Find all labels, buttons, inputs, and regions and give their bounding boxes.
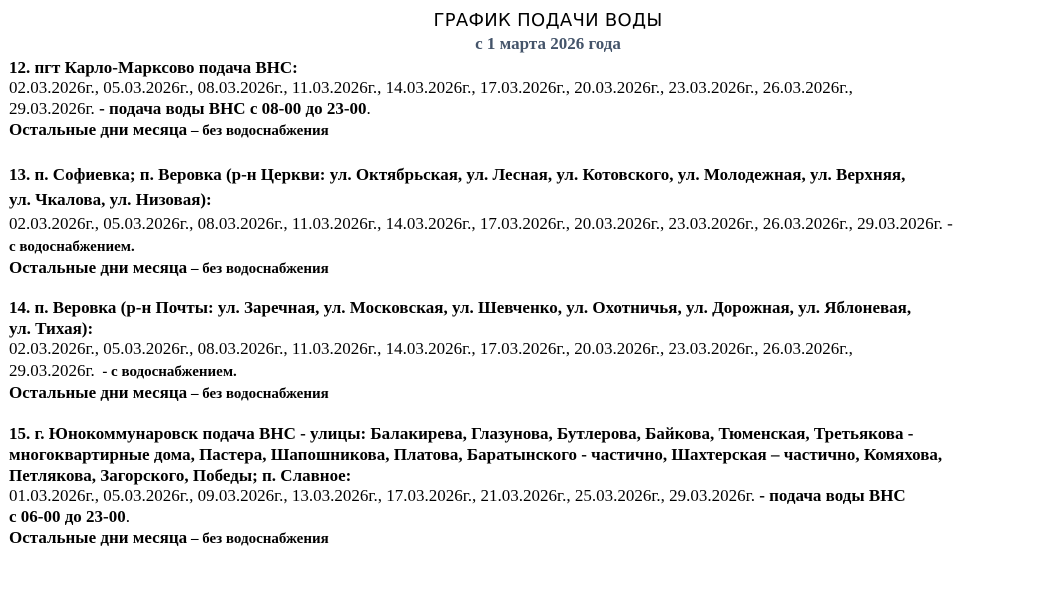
supply-note: - с водоснабжением. [94,364,237,380]
rest-days-note [9,528,329,548]
section-heading: 12. пгт Карло-Марксово подача ВНС: [9,58,298,77]
dates-list-continued [9,99,371,119]
dates-list: 02.03.2026г., 05.03.2026г., 08.03.2026г., 11.03.2026г., 14.03.2026г., 17.03.2026г., 20.03.2026г., 23.03.2026г., 26.03.2026г., [9,78,853,97]
page-subtitle: с 1 марта 2026 года [475,34,621,53]
page-title: ГРАФИК ПОДАЧИ ВОДЫ [433,10,663,31]
supply-note: - подача воды ВНС с 08-00 до 23-00 [94,99,367,118]
rest-days-suffix: – без водоснабжения [187,531,329,547]
supply-note: с водоснабжением. [9,239,135,255]
dates-list-continued [9,361,237,381]
rest-days-note [9,383,329,403]
dates-last: 29.03.2026г. [9,361,95,380]
supply-note-continued [9,507,130,527]
rest-days-note [9,120,329,140]
supply-note-tail: . [125,507,130,526]
section-heading-continued: многоквартирные дома, Пастера, Шапошникова, Платова, Баратынского - частично, Шахтерская – частично, Комяхова, [9,445,943,464]
rest-days-suffix: – без водоснабжения [187,261,329,277]
section-heading: 14. п. Веровка (р-н Почты: ул. Заречная, ул. Московская, ул. Шевченко, ул. Охотничья, ул. Дорожная, ул. Яблоневая, [9,298,912,317]
rest-days-suffix: – без водоснабжения [187,123,329,139]
rest-days-suffix: – без водоснабжения [187,386,329,402]
dates-list [9,486,906,506]
section-heading: 15. г. Юнокоммунаровск подача ВНС - улицы: Балакирева, Глазунова, Бутлерова, Байкова, Тюменская, Третьякова - [9,424,914,443]
rest-days-label: Остальные дни месяца [9,383,188,402]
rest-days-label: Остальные дни месяца [9,528,188,547]
dates-list: 02.03.2026г., 05.03.2026г., 08.03.2026г., 11.03.2026г., 14.03.2026г., 17.03.2026г., 20.03.2026г., 23.03.2026г., 26.03.2026г., [9,339,853,358]
section-heading: 13. п. Софиевка; п. Веровка (р-н Церкви: ул. Октябрьская, ул. Лесная, ул. Котовского, ул. Молодежная, ул. Верхняя, [9,165,906,184]
supply-note-tail: . [366,99,371,118]
section-heading-continued: ул. Тихая): [9,319,94,338]
section-heading-continued: ул. Чкалова, ул. Низовая): [9,190,212,209]
dates-list: 02.03.2026г., 05.03.2026г., 08.03.2026г., 11.03.2026г., 14.03.2026г., 17.03.2026г., 20.03.2026г., 23.03.2026г., 26.03.2026г., 29.03.2026г. - [9,214,953,233]
supply-note: - подача воды ВНС [754,486,906,505]
supply-hours: с 06-00 до 23-00 [9,507,126,526]
section-heading-continued: Петлякова, Загорского, Победы; п. Славное: [9,466,352,485]
rest-days-note [9,258,329,278]
rest-days-label: Остальные дни месяца [9,258,188,277]
rest-days-label: Остальные дни месяца [9,120,188,139]
dates-values: 01.03.2026г., 05.03.2026г., 09.03.2026г., 13.03.2026г., 17.03.2026г., 21.03.2026г., 25.03.2026г., 29.03.2026г. [9,486,755,505]
dates-last: 29.03.2026г. [9,99,95,118]
